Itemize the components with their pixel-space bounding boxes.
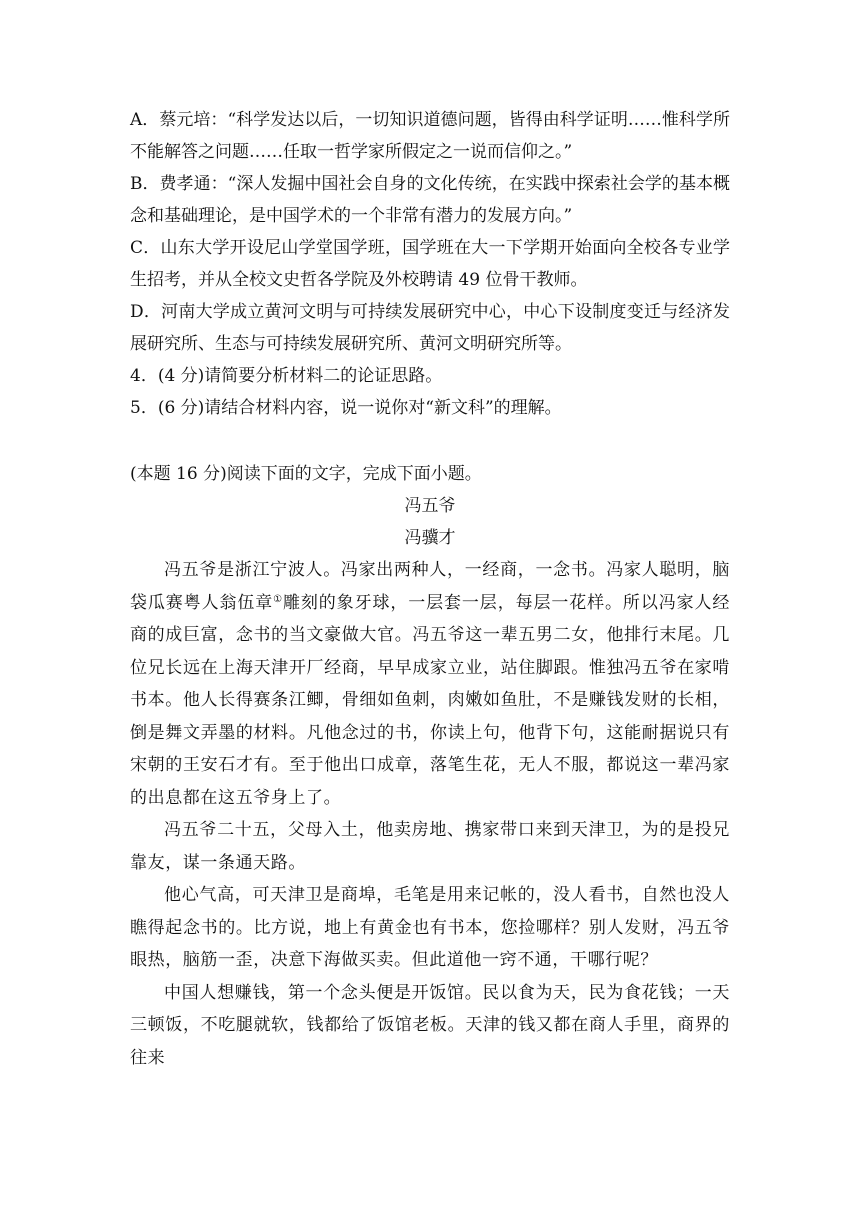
section-intro: (本题 16 分)阅读下面的文字，完成下面小题。 [130,464,482,484]
story-body [130,554,730,1074]
story-paragraph-3: 他心气高，可天津卫是商埠，毛笔是用来记帐的，没人看书，自然也没人瞧得起念书的。比方说，地上有黄金也有书本，您捡哪样？别人发财，冯五爷眼热，脑筋一歪，决意下海做买卖。但此道他一窍不通，干哪行呢？ [130,885,730,970]
option-a: A．蔡元培：“科学发达以后，一切知识道德问题，皆得由科学证明……惟科学所不能解答之问题……任取一哲学家所假定之一说而信仰之。” [130,110,730,162]
story-title: 冯五爷 [404,496,456,516]
footnote-marker: ① [273,593,283,605]
option-c: C．山东大学开设尼山学堂国学班，国学班在大一下学期开始面向全校各专业学生招考，并从全校文史哲各学院及外校聘请 49 位骨干教师。 [130,238,730,290]
option-b: B．费孝通：“深人发掘中国社会自身的文化传统，在实践中探索社会学的基本概念和基础理论，是中国学术的一个非常有潜力的发展方向。” [130,174,730,226]
question-4: 4．(4 分)请简要分析材料二的论证思路。 [130,366,443,386]
story-author: 冯骥才 [404,528,456,548]
story-paragraph-4: 中国人想赚钱，第一个念头便是开饭馆。民以食为天，民为食花钱；一天三顿饭，不吃腿就软，钱都给了饭馆老板。天津的钱又都在商人手里，商界的往来 [130,982,730,1068]
answer-options [130,104,730,360]
paragraph-1-text-a: 冯五爷是浙江宁波人。冯家出两种人，一经商，一念书。冯家人聪明，脑袋瓜赛粤人翁伍章 [130,560,730,613]
paragraph-1-text-b: 雕刻的象牙球，一层套一层，每层一花样。所以冯家人经商的成巨富，念书的当文豪做大官。冯五爷这一辈五男二女，他排行末尾。几位兄长远在上海天津开厂经商，早早成家立业，站住脚跟。惟独冯五爷在家啃书本。他人长得赛条江鲫，骨细如鱼刺，肉嫩如鱼肚，不是赚钱发财的长相，倒是舞文弄墨的材料。凡他念过的书，你读上句，他背下句，这能耐据说只有宋朝的王安石才有。至于他出口成章，落笔生花，无人不服，都说这一辈冯家的出息都在这五爷身上了。 [130,592,730,808]
question-5: 5．(6 分)请结合材料内容，说一说你对“新文科”的理解。 [130,398,562,418]
spacer [130,424,730,458]
story-paragraph-2: 冯五爷二十五，父母入土，他卖房地、携家带口来到天津卫，为的是投兄靠友，谋一条通天路。 [130,820,730,873]
questions [130,360,730,424]
option-d: D．河南大学成立黄河文明与可持续发展研究中心，中心下设制度变迁与经济发展研究所、生态与可持续发展研究所、黄河文明研究所等。 [130,302,730,354]
story-paragraph-1 [130,554,730,814]
